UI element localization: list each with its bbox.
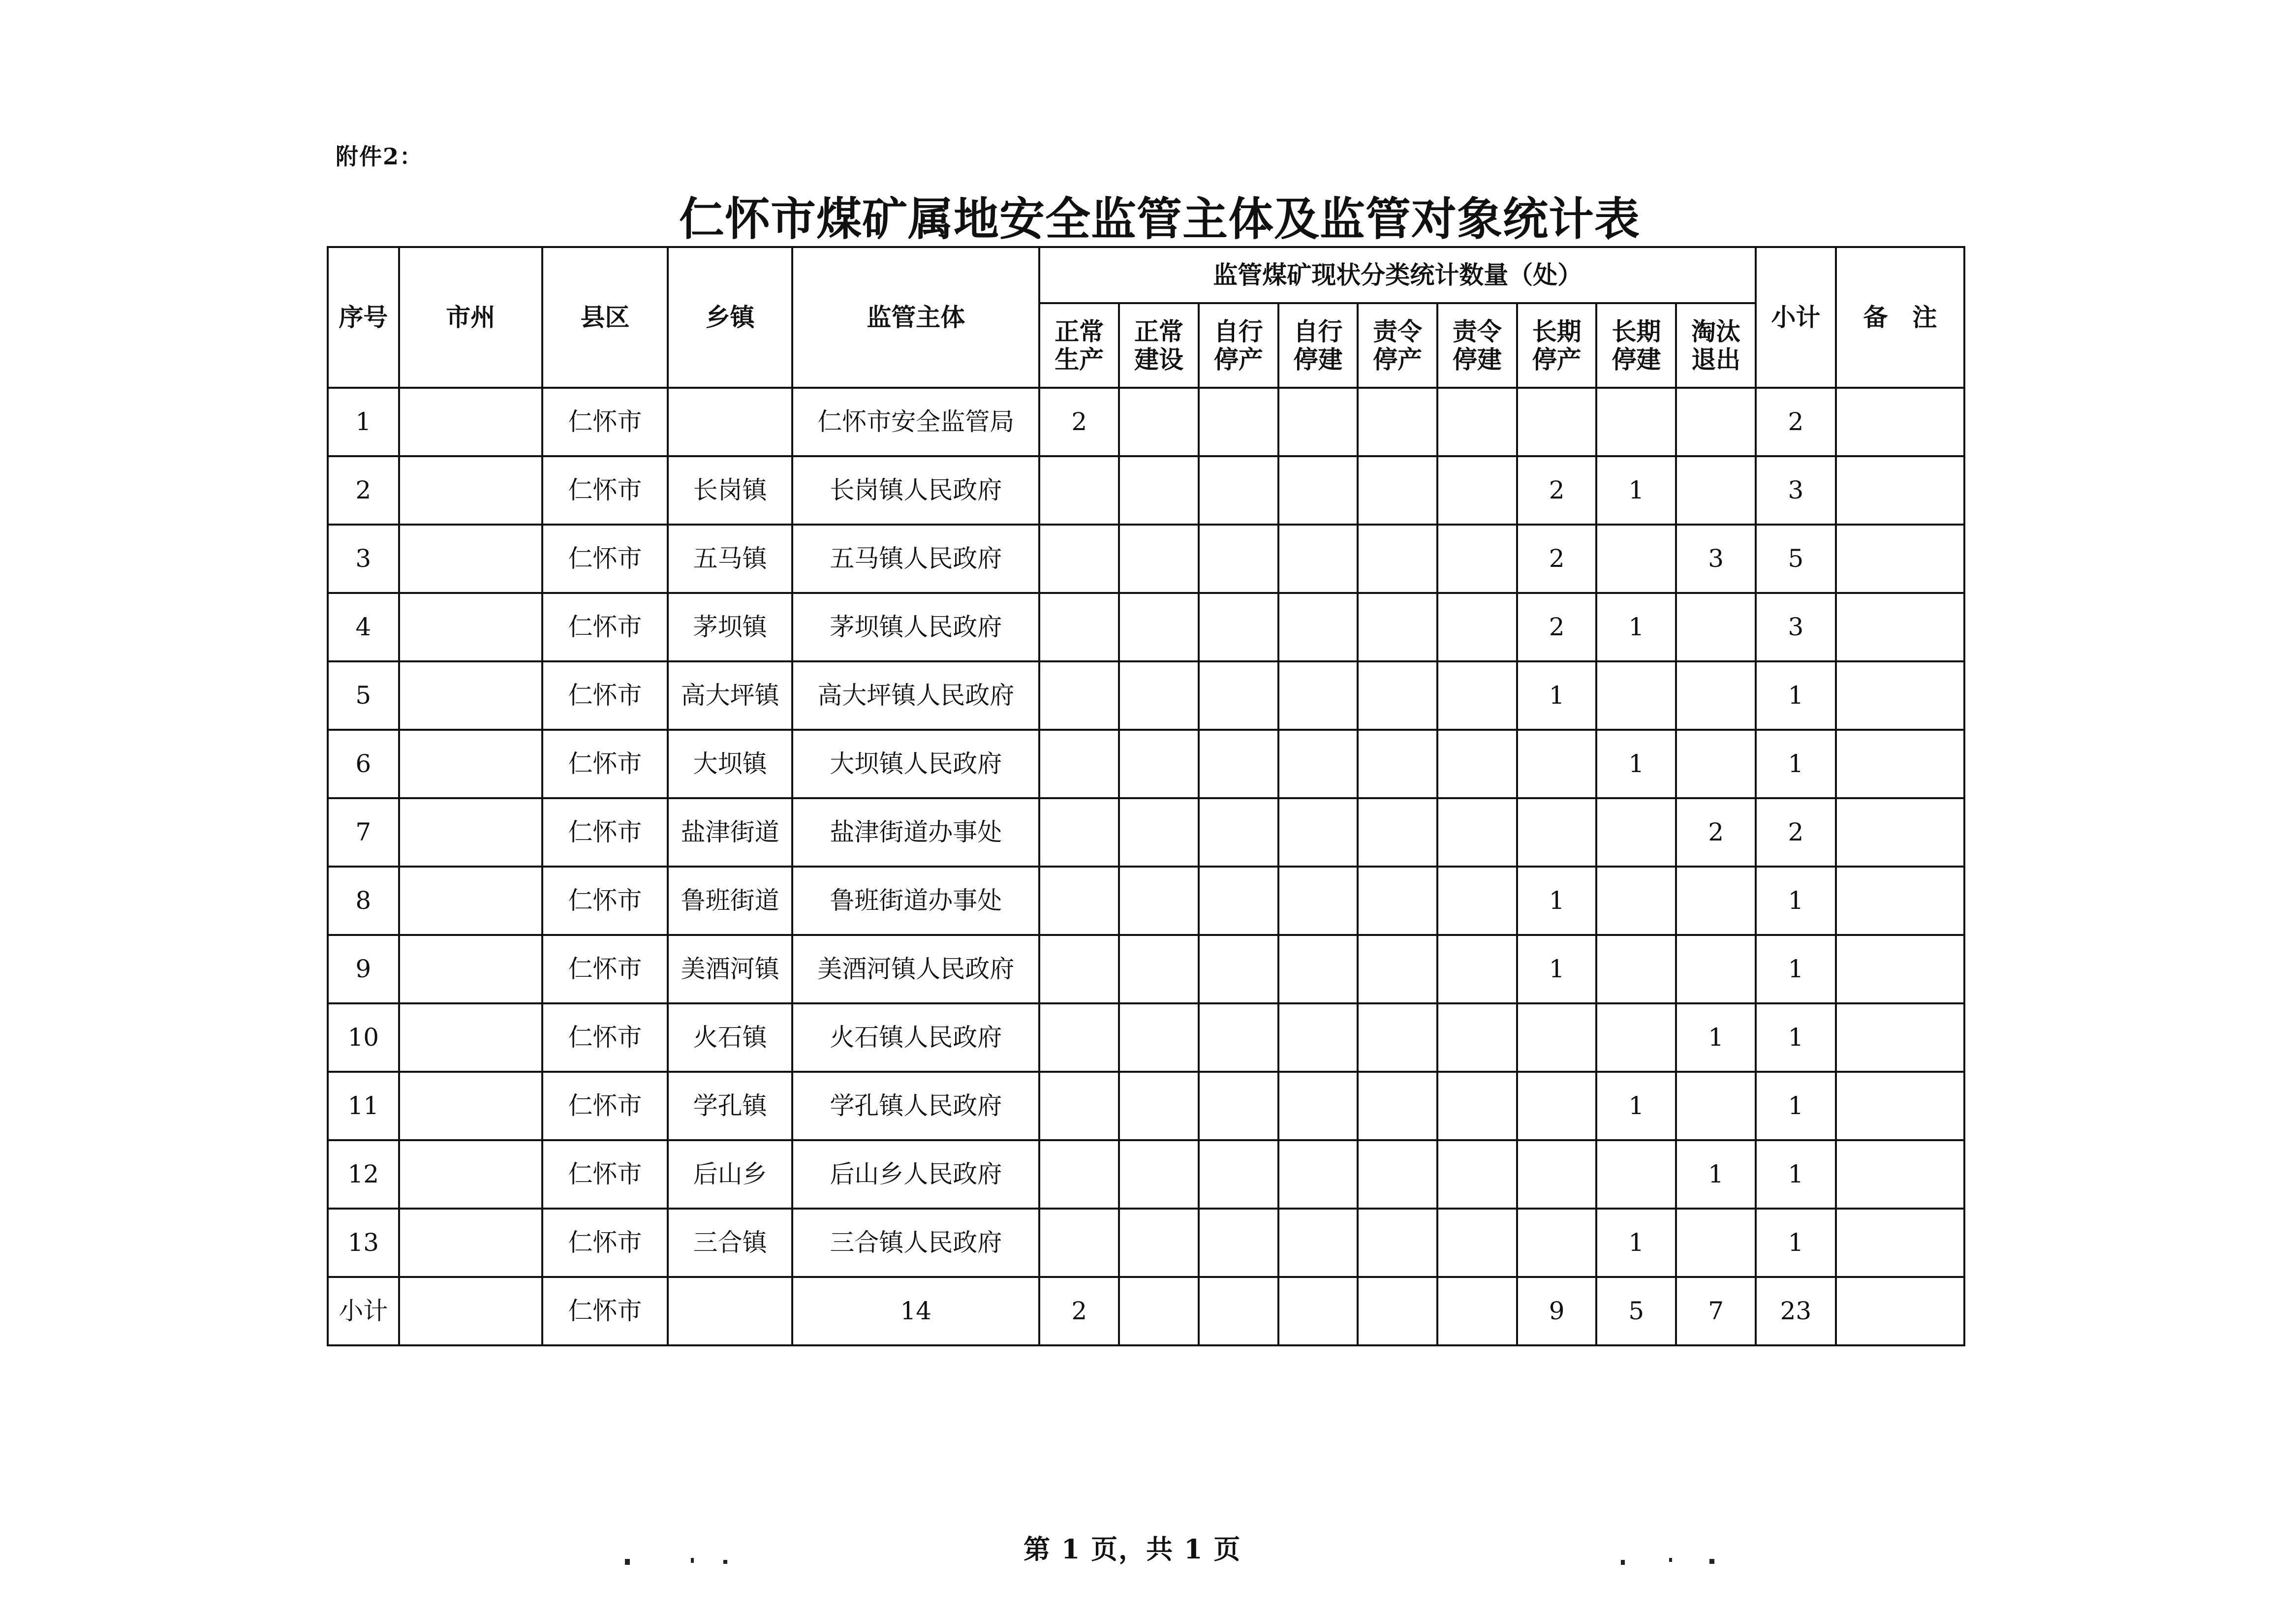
cell-count	[1437, 867, 1517, 935]
table-row	[328, 456, 1964, 525]
scan-speck	[1621, 1560, 1625, 1565]
table-row	[328, 798, 1964, 867]
cell-count	[1596, 935, 1676, 1003]
cell-remarks	[1836, 798, 1964, 867]
cell-county: 仁怀市	[542, 867, 668, 935]
cell-count	[1596, 1003, 1676, 1072]
cell-county: 仁怀市	[542, 388, 668, 456]
cell-authority: 鲁班街道办事处	[792, 867, 1039, 935]
cell-count	[1119, 798, 1199, 867]
cell-remarks	[1836, 1209, 1964, 1277]
cell-count	[1119, 1003, 1199, 1072]
cell-count	[1119, 1140, 1199, 1209]
cell-count	[1517, 1072, 1597, 1140]
header-category: 责令 停建	[1437, 303, 1517, 388]
cell-count	[1676, 388, 1756, 456]
scan-speck	[1669, 1558, 1672, 1562]
cell-subtotal: 1	[1756, 935, 1836, 1003]
cell-remarks	[1836, 867, 1964, 935]
cell-authority: 五马镇人民政府	[792, 525, 1039, 593]
header-category: 长期 停产	[1517, 303, 1597, 388]
cell-subtotal: 1	[1756, 1003, 1836, 1072]
cell-count	[1119, 456, 1199, 525]
cell-count: 1	[1596, 730, 1676, 798]
cell-count	[1278, 1209, 1358, 1277]
scan-speck	[625, 1559, 630, 1565]
cell-count: 1	[1596, 1209, 1676, 1277]
cell-count	[1358, 661, 1437, 730]
cell-count	[1199, 1277, 1278, 1345]
cell-authority: 美酒河镇人民政府	[792, 935, 1039, 1003]
cell-count	[1039, 456, 1119, 525]
cell-count	[1358, 388, 1437, 456]
table-row	[328, 1209, 1964, 1277]
cell-count: 1	[1596, 593, 1676, 661]
cell-count: 2	[1517, 593, 1597, 661]
cell-subtotal: 1	[1756, 661, 1836, 730]
cell-count	[1437, 525, 1517, 593]
cell-count	[1039, 867, 1119, 935]
cell-city	[399, 456, 542, 525]
cell-authority: 学孔镇人民政府	[792, 1072, 1039, 1140]
cell-count	[1278, 525, 1358, 593]
cell-count	[1358, 593, 1437, 661]
cell-count	[1358, 1209, 1437, 1277]
cell-count	[1278, 1072, 1358, 1140]
header-category: 正常 建设	[1119, 303, 1199, 388]
cell-count: 5	[1596, 1277, 1676, 1345]
cell-count	[1199, 661, 1278, 730]
header-county: 县区	[542, 247, 668, 388]
header-authority: 监管主体	[792, 247, 1039, 388]
scan-speck	[723, 1560, 727, 1564]
cell-town: 学孔镇	[668, 1072, 792, 1140]
cell-count	[1199, 1140, 1278, 1209]
cell-count	[1199, 525, 1278, 593]
cell-count	[1517, 1209, 1597, 1277]
cell-remarks	[1836, 935, 1964, 1003]
cell-count: 1	[1517, 935, 1597, 1003]
cell-county: 仁怀市	[542, 1072, 668, 1140]
table-row	[328, 661, 1964, 730]
cell-remarks	[1836, 1140, 1964, 1209]
cell-count	[1119, 593, 1199, 661]
table-row	[328, 1003, 1964, 1072]
cell-city	[399, 525, 542, 593]
cell-count	[1039, 1140, 1119, 1209]
cell-count	[1358, 525, 1437, 593]
cell-count	[1119, 867, 1199, 935]
cell-count	[1199, 1209, 1278, 1277]
cell-seq: 1	[328, 388, 399, 456]
cell-count	[1676, 1072, 1756, 1140]
cell-count	[1278, 867, 1358, 935]
cell-authority: 茅坝镇人民政府	[792, 593, 1039, 661]
table-row	[328, 1140, 1964, 1209]
cell-count	[1278, 730, 1358, 798]
header-category: 长期 停建	[1596, 303, 1676, 388]
cell-city	[399, 593, 542, 661]
cell-city	[399, 1140, 542, 1209]
cell-count	[1119, 1277, 1199, 1345]
cell-count: 1	[1596, 1072, 1676, 1140]
scan-speck	[691, 1558, 694, 1563]
cell-city	[399, 1277, 542, 1345]
cell-count	[1039, 1072, 1119, 1140]
cell-city	[399, 798, 542, 867]
cell-count	[1199, 388, 1278, 456]
cell-subtotal: 3	[1756, 456, 1836, 525]
cell-seq: 8	[328, 867, 399, 935]
cell-count	[1676, 730, 1756, 798]
cell-count: 3	[1676, 525, 1756, 593]
cell-city	[399, 1003, 542, 1072]
table-row	[328, 1072, 1964, 1140]
cell-count	[1278, 798, 1358, 867]
cell-count	[1278, 1277, 1358, 1345]
cell-seq: 12	[328, 1140, 399, 1209]
cell-count	[1596, 1140, 1676, 1209]
table-row	[328, 525, 1964, 593]
cell-county: 仁怀市	[542, 456, 668, 525]
cell-count	[1278, 388, 1358, 456]
cell-count	[1039, 661, 1119, 730]
cell-count	[1676, 935, 1756, 1003]
cell-count	[1199, 1003, 1278, 1072]
cell-count	[1278, 1140, 1358, 1209]
cell-authority: 火石镇人民政府	[792, 1003, 1039, 1072]
cell-count: 2	[1517, 525, 1597, 593]
header-remarks: 备 注	[1836, 247, 1964, 388]
cell-count	[1358, 1140, 1437, 1209]
cell-count	[1596, 525, 1676, 593]
header-category: 淘汰 退出	[1676, 303, 1756, 388]
cell-authority: 三合镇人民政府	[792, 1209, 1039, 1277]
header-seq: 序号	[328, 247, 399, 388]
cell-remarks	[1836, 1277, 1964, 1345]
total-row	[328, 1277, 1964, 1345]
header-town: 乡镇	[668, 247, 792, 388]
cell-subtotal: 1	[1756, 867, 1836, 935]
cell-authority: 高大坪镇人民政府	[792, 661, 1039, 730]
cell-count	[1437, 1003, 1517, 1072]
cell-town: 美酒河镇	[668, 935, 792, 1003]
cell-remarks	[1836, 730, 1964, 798]
cell-count	[1039, 1209, 1119, 1277]
table-row	[328, 730, 1964, 798]
page-title: 仁怀市煤矿属地安全监管主体及监管对象统计表	[679, 192, 1641, 246]
cell-town	[668, 388, 792, 456]
cell-city	[399, 1072, 542, 1140]
cell-count	[1358, 1003, 1437, 1072]
cell-subtotal: 1	[1756, 1140, 1836, 1209]
cell-count	[1358, 867, 1437, 935]
cell-count	[1039, 798, 1119, 867]
cell-count	[1676, 1209, 1756, 1277]
cell-county: 仁怀市	[542, 525, 668, 593]
cell-town	[668, 1277, 792, 1345]
cell-count	[1517, 1003, 1597, 1072]
cell-town: 三合镇	[668, 1209, 792, 1277]
cell-count: 2	[1039, 388, 1119, 456]
cell-count	[1199, 1072, 1278, 1140]
cell-count	[1437, 798, 1517, 867]
cell-count: 7	[1676, 1277, 1756, 1345]
cell-count	[1358, 730, 1437, 798]
cell-remarks	[1836, 456, 1964, 525]
cell-count	[1119, 525, 1199, 593]
table-body	[328, 388, 1964, 1345]
table-row	[328, 593, 1964, 661]
cell-count	[1358, 1277, 1437, 1345]
cell-seq: 7	[328, 798, 399, 867]
cell-city	[399, 935, 542, 1003]
cell-count	[1437, 456, 1517, 525]
cell-seq: 10	[328, 1003, 399, 1072]
scan-speck	[1709, 1559, 1714, 1564]
table-row	[328, 867, 1964, 935]
cell-count	[1437, 730, 1517, 798]
cell-seq: 11	[328, 1072, 399, 1140]
cell-town: 后山乡	[668, 1140, 792, 1209]
cell-county: 仁怀市	[542, 935, 668, 1003]
cell-count: 9	[1517, 1277, 1597, 1345]
cell-seq: 9	[328, 935, 399, 1003]
cell-town: 五马镇	[668, 525, 792, 593]
cell-count	[1358, 798, 1437, 867]
cell-remarks	[1836, 1003, 1964, 1072]
cell-authority: 后山乡人民政府	[792, 1140, 1039, 1209]
cell-city	[399, 730, 542, 798]
cell-count	[1039, 935, 1119, 1003]
cell-count	[1119, 1209, 1199, 1277]
statistics-table	[327, 246, 1965, 1346]
cell-seq: 小计	[328, 1277, 399, 1345]
cell-count	[1437, 388, 1517, 456]
cell-authority: 盐津街道办事处	[792, 798, 1039, 867]
cell-count	[1199, 798, 1278, 867]
cell-seq: 13	[328, 1209, 399, 1277]
cell-authority: 仁怀市安全监管局	[792, 388, 1039, 456]
cell-town: 长岗镇	[668, 456, 792, 525]
cell-count: 1	[1517, 867, 1597, 935]
cell-count	[1358, 1072, 1437, 1140]
cell-count	[1278, 1003, 1358, 1072]
cell-county: 仁怀市	[542, 730, 668, 798]
cell-count	[1278, 661, 1358, 730]
header-group: 监管煤矿现状分类统计数量（处）	[1039, 247, 1756, 303]
cell-count: 2	[1676, 798, 1756, 867]
cell-count	[1278, 593, 1358, 661]
cell-count: 1	[1517, 661, 1597, 730]
cell-seq: 6	[328, 730, 399, 798]
cell-seq: 3	[328, 525, 399, 593]
header-category: 正常 生产	[1039, 303, 1119, 388]
cell-count: 1	[1596, 456, 1676, 525]
cell-count	[1676, 867, 1756, 935]
cell-count	[1437, 1072, 1517, 1140]
attachment-label: 附件2：	[336, 143, 424, 170]
cell-subtotal: 2	[1756, 388, 1836, 456]
cell-town: 鲁班街道	[668, 867, 792, 935]
cell-count: 2	[1517, 456, 1597, 525]
cell-city	[399, 867, 542, 935]
cell-count	[1358, 456, 1437, 525]
cell-count	[1517, 798, 1597, 867]
cell-count	[1199, 935, 1278, 1003]
cell-count	[1596, 388, 1676, 456]
header-subtotal: 小计	[1756, 247, 1836, 388]
table-row	[328, 935, 1964, 1003]
cell-count	[1437, 593, 1517, 661]
cell-remarks	[1836, 661, 1964, 730]
cell-count	[1517, 730, 1597, 798]
cell-remarks	[1836, 388, 1964, 456]
cell-count	[1517, 1140, 1597, 1209]
cell-count	[1278, 456, 1358, 525]
table-row	[328, 388, 1964, 456]
cell-count: 1	[1676, 1140, 1756, 1209]
cell-county: 仁怀市	[542, 593, 668, 661]
cell-count	[1437, 1277, 1517, 1345]
cell-county: 仁怀市	[542, 1277, 668, 1345]
cell-remarks	[1836, 1072, 1964, 1140]
cell-county: 仁怀市	[542, 1209, 668, 1277]
cell-city	[399, 388, 542, 456]
cell-county: 仁怀市	[542, 1003, 668, 1072]
cell-count	[1596, 661, 1676, 730]
cell-count	[1437, 661, 1517, 730]
cell-count	[1119, 935, 1199, 1003]
cell-subtotal: 2	[1756, 798, 1836, 867]
cell-count	[1119, 388, 1199, 456]
header-category: 自行 停产	[1199, 303, 1278, 388]
cell-authority: 长岗镇人民政府	[792, 456, 1039, 525]
cell-count	[1119, 1072, 1199, 1140]
cell-subtotal: 23	[1756, 1277, 1836, 1345]
cell-count: 2	[1039, 1277, 1119, 1345]
cell-town: 高大坪镇	[668, 661, 792, 730]
cell-count	[1039, 730, 1119, 798]
cell-count	[1039, 593, 1119, 661]
cell-count	[1676, 456, 1756, 525]
cell-count	[1437, 1209, 1517, 1277]
cell-count	[1119, 661, 1199, 730]
cell-count	[1199, 730, 1278, 798]
cell-seq: 5	[328, 661, 399, 730]
cell-city	[399, 661, 542, 730]
cell-town: 大坝镇	[668, 730, 792, 798]
cell-seq: 2	[328, 456, 399, 525]
header-city: 市州	[399, 247, 542, 388]
cell-subtotal: 1	[1756, 1209, 1836, 1277]
cell-count	[1278, 935, 1358, 1003]
cell-count	[1437, 935, 1517, 1003]
cell-count: 1	[1676, 1003, 1756, 1072]
cell-count	[1199, 593, 1278, 661]
cell-authority: 大坝镇人民政府	[792, 730, 1039, 798]
cell-count	[1039, 1003, 1119, 1072]
page-footer: 第 1 页，共 1 页	[1024, 1533, 1241, 1565]
cell-count	[1676, 593, 1756, 661]
cell-county: 仁怀市	[542, 1140, 668, 1209]
cell-town: 盐津街道	[668, 798, 792, 867]
cell-county: 仁怀市	[542, 798, 668, 867]
cell-subtotal: 1	[1756, 1072, 1836, 1140]
cell-count	[1039, 525, 1119, 593]
cell-subtotal: 1	[1756, 730, 1836, 798]
cell-count	[1437, 1140, 1517, 1209]
cell-count	[1199, 867, 1278, 935]
cell-subtotal: 3	[1756, 593, 1836, 661]
cell-city	[399, 1209, 542, 1277]
cell-count	[1596, 867, 1676, 935]
cell-county: 仁怀市	[542, 661, 668, 730]
cell-count	[1596, 798, 1676, 867]
cell-seq: 4	[328, 593, 399, 661]
header-category: 责令 停产	[1358, 303, 1437, 388]
cell-count	[1517, 388, 1597, 456]
cell-count	[1199, 456, 1278, 525]
cell-subtotal: 5	[1756, 525, 1836, 593]
header-category: 自行 停建	[1278, 303, 1358, 388]
cell-count	[1358, 935, 1437, 1003]
cell-count	[1676, 661, 1756, 730]
cell-authority: 14	[792, 1277, 1039, 1345]
cell-remarks	[1836, 593, 1964, 661]
cell-count	[1119, 730, 1199, 798]
cell-remarks	[1836, 525, 1964, 593]
cell-town: 茅坝镇	[668, 593, 792, 661]
cell-town: 火石镇	[668, 1003, 792, 1072]
